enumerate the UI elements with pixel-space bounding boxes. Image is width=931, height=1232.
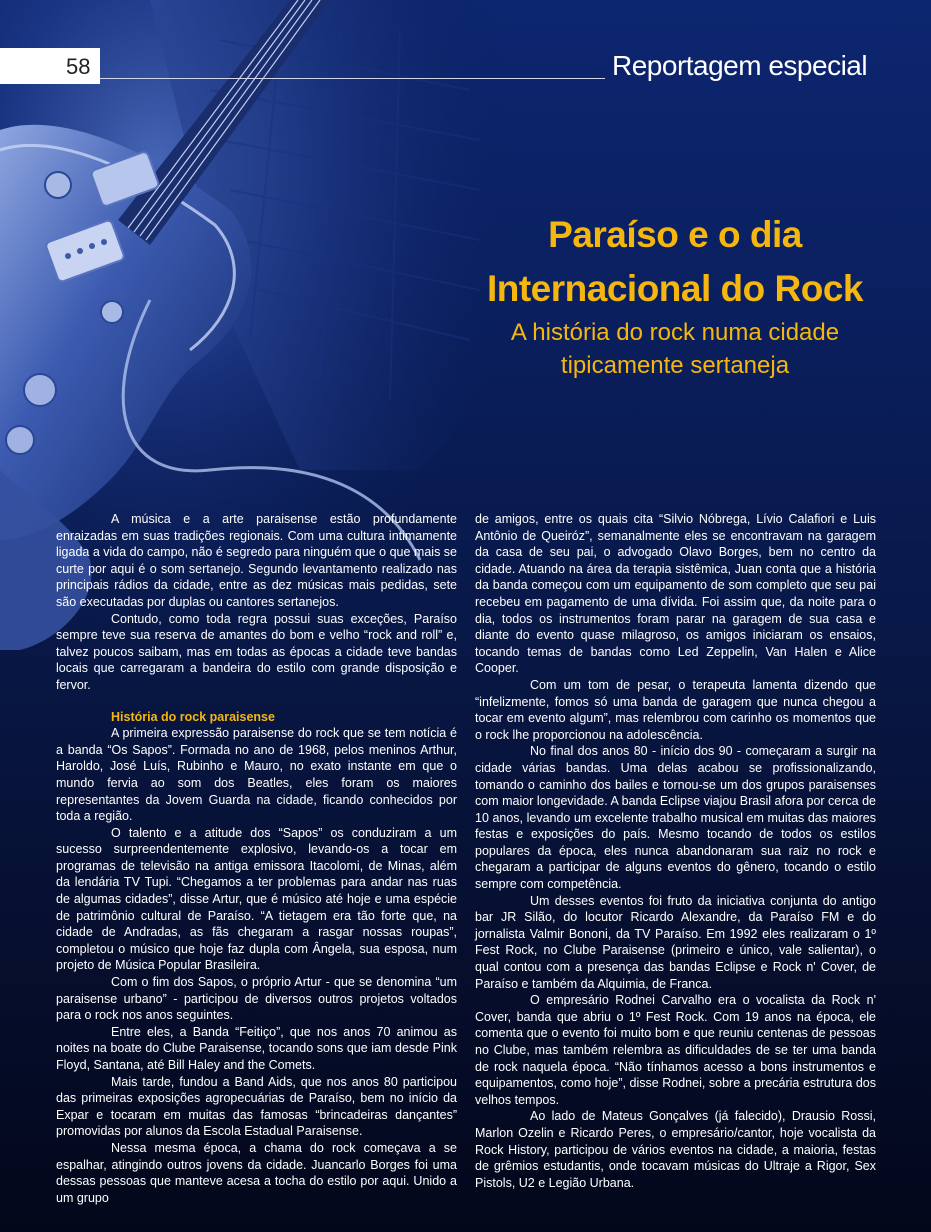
paragraph: Com o fim dos Sapos, o próprio Artur - que se denomina “um paraisense urbano” - participou de diversos outros projetos voltados para o rock nos anos seguintes. — [56, 975, 457, 1023]
article-column-right — [475, 511, 876, 1191]
paragraph: O talento e a atitude dos “Sapos” os conduziram a um sucesso surpreendentemente explosivo, levando-os a tocar em programas de televisão na antiga emissora Itacolomi, de Minas, além da lendária TV Tupi. “Chegamos a ter problemas para andar nas ruas de algumas cidades”, disse Artur, que é músico até hoje e uma espécie de patrimônio cultural de Paraíso. “A tietagem era tão forte que, na cidade de Andradas, as fãs chegaram a rasgar nossas roupas”, completou o músico que hoje faz dupla com Ângela, sua esposa, num projeto de Música Popular Brasileira. — [56, 825, 457, 973]
article-subtitle-line-1: A história do rock numa cidade — [510, 319, 840, 346]
paragraph: Mais tarde, fundou a Band Aids, que nos anos 80 participou das primeiras exposições agropecuárias de Paraíso, bem no início da Expar e tocaram em muitas das famosas “brincadeiras dançantes” promovidas por alunos da Escola Estadual Paraisense. — [56, 1074, 457, 1139]
article-column-left — [56, 511, 457, 1206]
paragraph: Contudo, como toda regra possui suas exceções, Paraíso sempre teve sua reserva de amantes do bom e velho “rock and roll” e, talvez poucos saibam, mas em todas as épocas a cidade teve bandas locais que carregaram a bandeira do estilo com grande disposição e fervor. — [56, 611, 457, 692]
paragraph: No final dos anos 80 - início dos 90 - começaram a surgir na cidade várias bandas. Uma delas acabou se profissionalizando, tomando o caminho dos bailes e tornou-se um dos grupos paraisenses com maior longevidade. A banda Eclipse viajou Brasil afora por cerca de 10 anos, levando um excelente trabalho musical em muitas das maiores festas e exposições do país. Mesmo tocando de todos os estilos populares da época, eles nunca abandonaram sua raiz no rock e chegaram a participar de alguns eventos do gênero, tocando o estilo sempre com competência. — [475, 744, 876, 892]
article-title-line-2: Internacional do Rock — [486, 268, 863, 309]
header-divider — [100, 78, 605, 79]
paragraph: Ao lado de Mateus Gonçalves (já falecido), Drausio Rossi, Marlon Ozelin e Ricardo Peres, o empresário/cantor, hoje vocalista da Rock History, participou de vários eventos na cidade, a maioria, festas de grêmios estudantis, onde tocavam músicas do Ultraje a Rigor, Sex Pistols, U2 e Legião Urbana. — [475, 1109, 876, 1190]
article-title-line-1: Paraíso e o dia — [548, 214, 802, 255]
paragraph: O empresário Rodnei Carvalho era o vocalista da Rock n' Cover, banda que abriu o 1º Fest Rock. Com 19 anos na época, ele comenta que o evento foi muito bom e que reuniu centenas de pessoas no Clube, mas também relembra as dificuldades de se ter uma banda de rock naquela época. “Não tínhamos acesso a bons instrumentos e equipamentos, como hoje”, disse Rodnei, sobre a precária estrutura dos velhos tempos. — [475, 993, 876, 1107]
paragraph: Um desses eventos foi fruto da iniciativa conjunta do antigo bar JR Silão, do locutor Ricardo Alexandre, da Paraíso FM e do jornalista Valmir Bononi, da TV Paraíso. Em 1992 eles realizaram o 1º Fest Rock, no Clube Paraisense (primeiro e único, vale salientar), o qual contou com a presença das bandas Eclipse e Rock n' Cover, de Paraíso e também da Alquimia, de Franca. — [475, 893, 876, 991]
paragraph: Nessa mesma época, a chama do rock começava a se espalhar, atingindo outros jovens da cidade. Juancarlo Borges foi uma dessas pessoas que manteve acesa a tocha do estilo por aqui. Unido a um grupo — [56, 1140, 457, 1205]
paragraph: A música e a arte paraisense estão profundamente enraizadas em suas tradições regionais. Com uma cultura intimamente ligada a vida do campo, não é segredo para ninguém que o que mais se curte por aqui é o som sertanejo. Segundo levantamento realizado nas principais rádios da cidade, entre as dez músicas mais pedidas, sete são executadas por duplas ou cantores sertanejos. — [56, 512, 457, 609]
article-subtitle-line-2: tipicamente sertaneja — [560, 352, 790, 379]
paragraph: A primeira expressão paraisense do rock que se tem notícia é a banda “Os Sapos”. Formada no ano de 1968, pelos meninos Arthur, Haroldo, José Luís, Rubinho e Mauro, no exato instante em que o mundo fervia ao som dos Beatles, eles foram os maiores representantes da Jovem Guarda na cidade, ficando conhecidos por toda a região. — [56, 726, 457, 824]
page-number: 58 — [66, 54, 91, 79]
section-title: Reportagem especial — [612, 50, 868, 81]
paragraph: Com um tom de pesar, o terapeuta lamenta dizendo que “infelizmente, fomos só uma banda de garagem que nunca chegou a tocar em evento algum”, mas relembrou com carinho os momentos que o rock lhe proporcionou na adolescência. — [475, 677, 876, 742]
paragraph: Entre eles, a Banda “Feitiço”, que nos anos 70 animou as noites na boate do Clube Paraisense, tocando sons que iam desde Pink Floyd, Santana, até Bill Haley and the Comets. — [56, 1024, 457, 1072]
article-headline — [440, 208, 910, 382]
section-subheading: História do rock paraisense — [111, 709, 275, 724]
paragraph: de amigos, entre os quais cita “Silvio Nóbrega, Lívio Calafiori e Luis Antônio de Queiróz”, semanalmente eles se encontravam na garagem da casa de seu pai, o advogado Olavo Borges, bem no centro da cidade. Atuando na área da terapia sistêmica, Juan conta que a história da banda começou com um equipamento de som completo que seu pai recebeu em pagamento de uma dívida. Foi assim que, da noite para o dia, todos os instrumentos foram parar na garagem de sua casa e diante do evento quase milagroso, os amigos iniciaram os ensaios, tocando temas de bandas como Led Zeppelin, Van Halen e Alice Cooper. — [475, 512, 876, 676]
